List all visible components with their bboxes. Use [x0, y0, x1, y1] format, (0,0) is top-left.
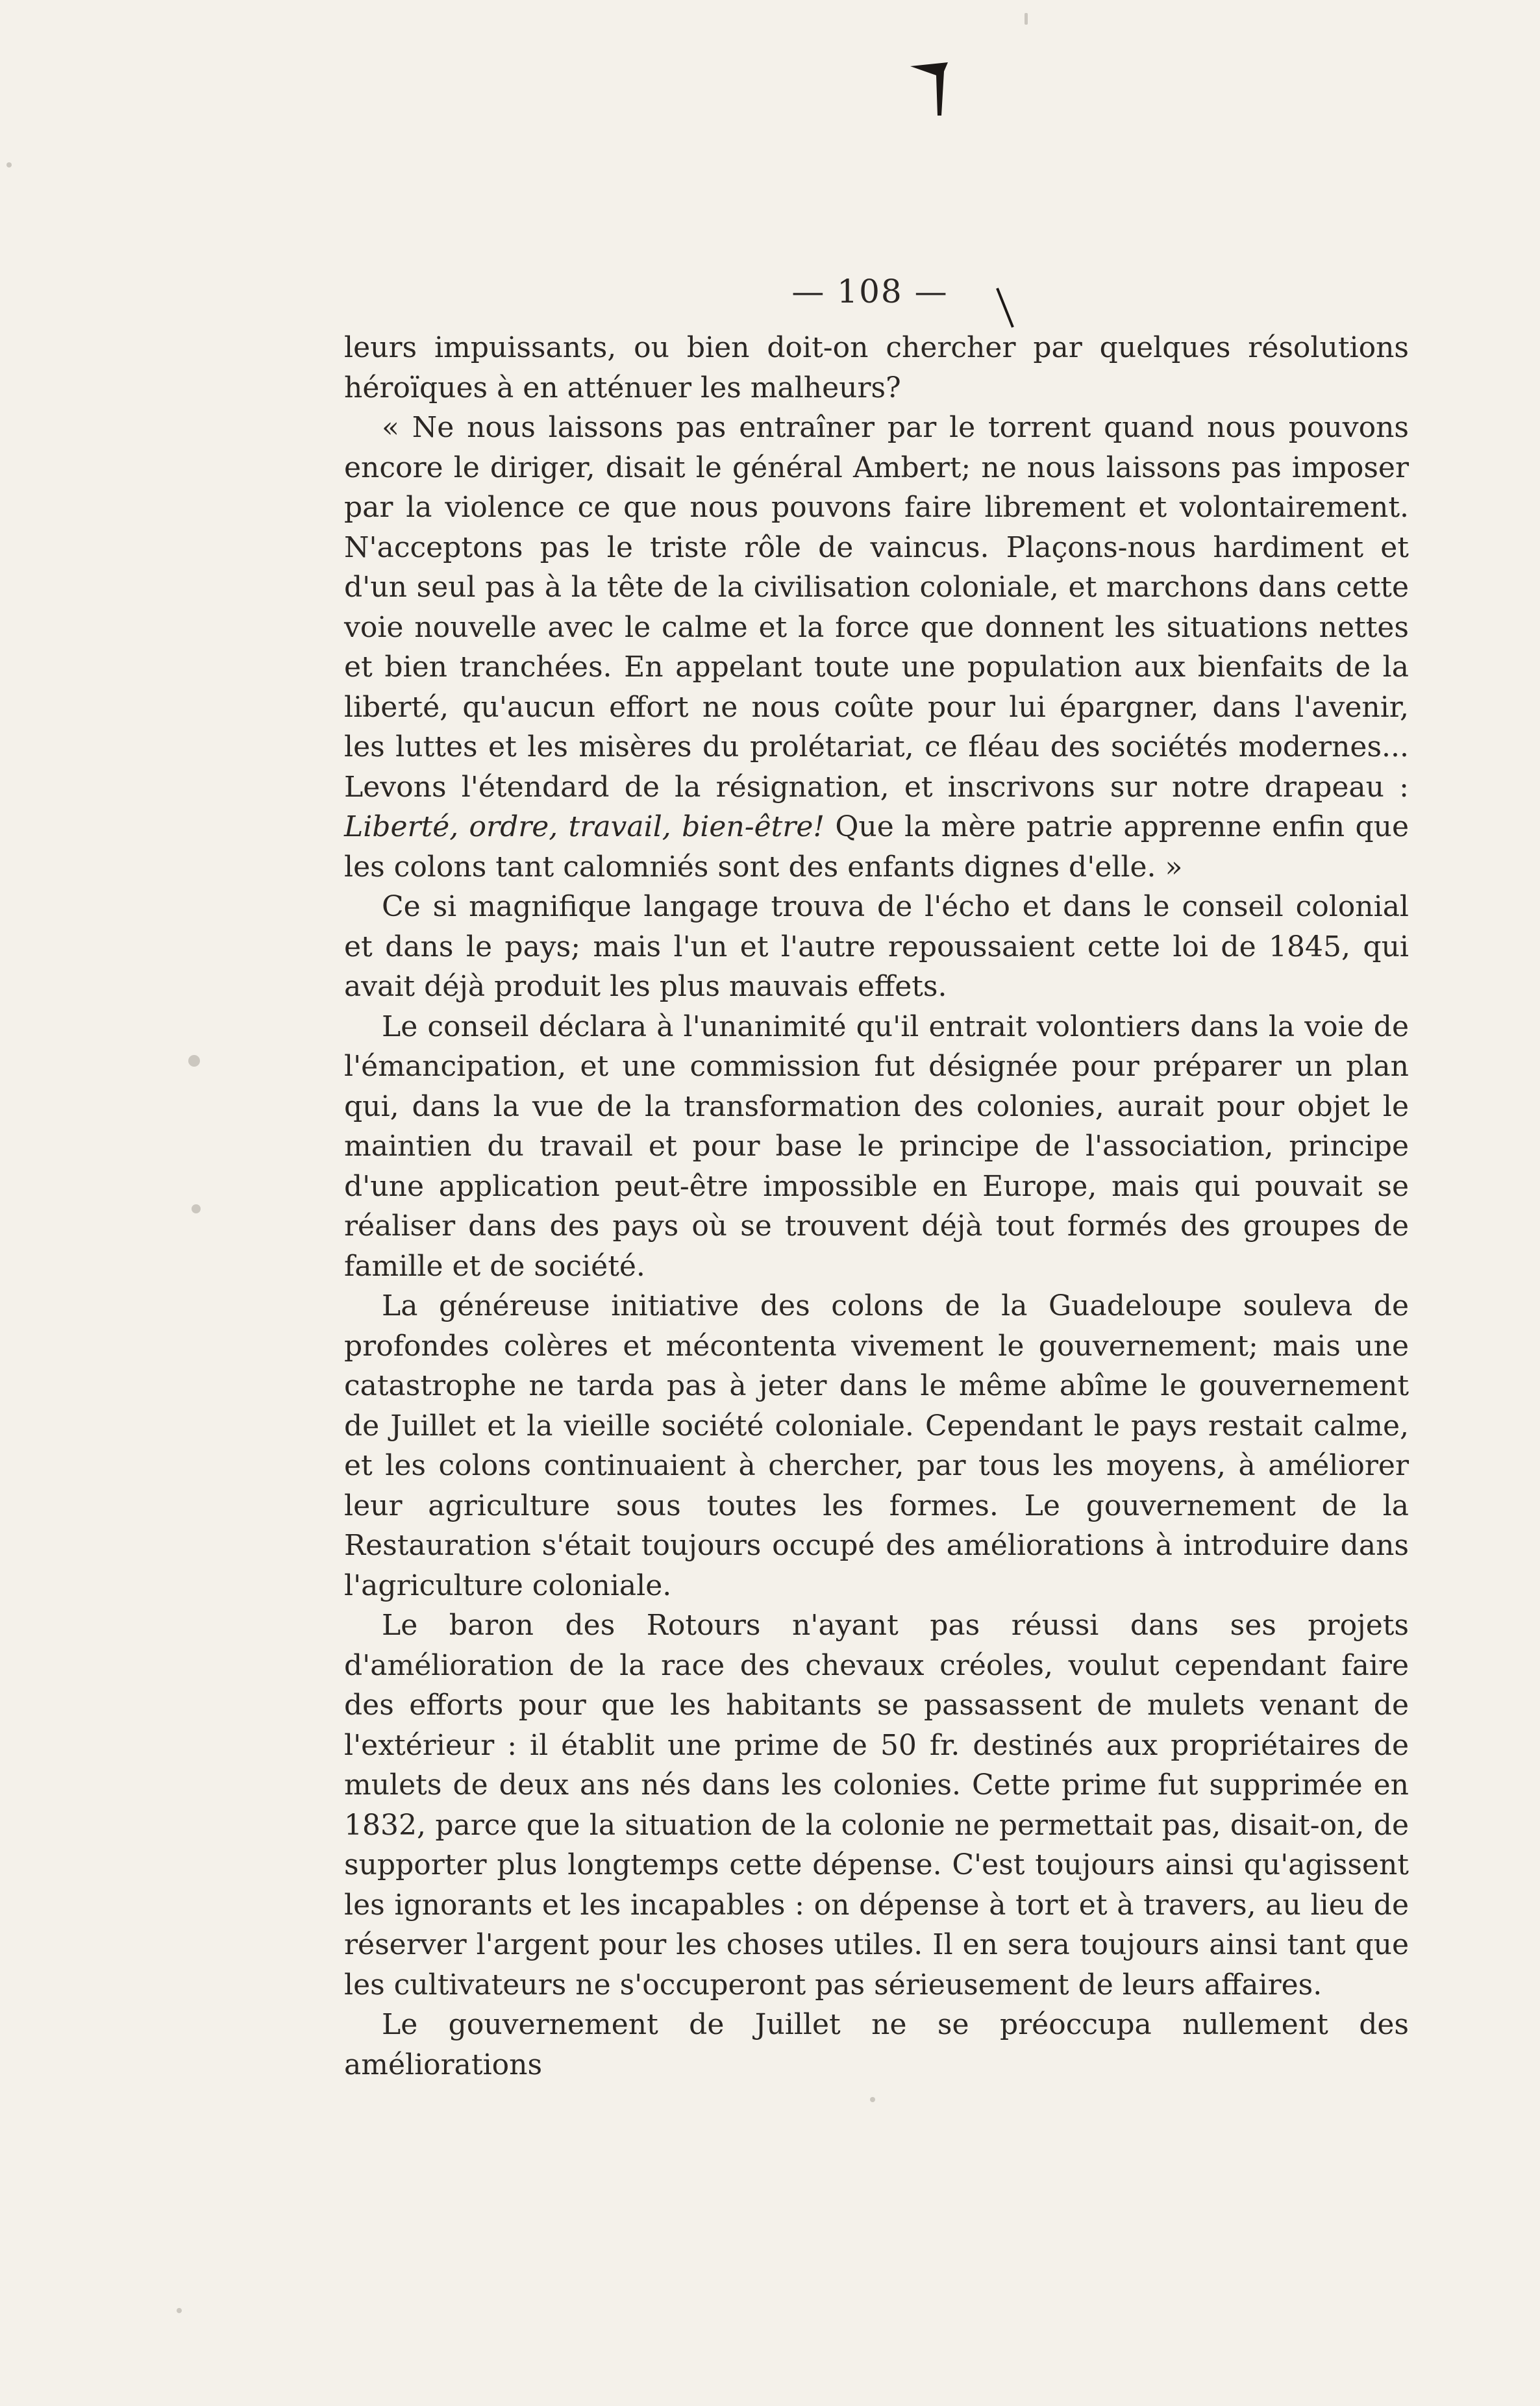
speck	[177, 2308, 182, 2313]
speck	[1025, 13, 1028, 25]
paragraph-quote	[344, 408, 1409, 887]
page-number: — 108 —	[791, 273, 949, 310]
paragraph: La généreuse initiative des colons de la Guadeloupe souleva de profondes colères et mécontenta vivement le gouvernement; mais une catastrophe ne tarda pas à jeter dans le même abîme le gouvernement de Juillet et la vieille société coloniale. Cependant le pays restait calme, et les colons continuaient à chercher, par tous les moyens, à améliorer leur agriculture sous toutes les formes. Le gouvernement de la Restauration s'était toujours occupé des améliorations à introduire dans l'agriculture coloniale.	[344, 1289, 1409, 1602]
paragraph: Ce si magnifique langage trouva de l'écho et dans le conseil colonial et dans le pays; mais l'un et l'autre repoussaient cette loi de 1845, qui avait déjà produit les plus mauvais effets.	[344, 890, 1409, 1003]
quote-text-end: Que la mère patrie apprenne enfin que les colons tant calomniés sont des enfants dignes d'elle. »	[344, 810, 1409, 884]
body-text	[344, 328, 1409, 2085]
quote-text: « Ne nous laissons pas entraîner par le torrent quand nous pouvons encore le diriger, disait le général Ambert; ne nous laissons pas imposer par la violence ce que nous pouvons faire librement et volontairement. N'acceptons pas le triste rôle de vaincus. Plaçons-nous hardiment et d'un seul pas à la tête de la civilisation coloniale, et marchons dans cette voie nouvelle avec le calme et la force que donnent les situations nettes et bien tranchées. En appelant toute une population aux bienfaits de la liberté, qu'aucun effort ne nous coûte pour lui épargner, dans l'avenir, les luttes et les misères du prolétariat, ce fléau des sociétés modernes... Levons l'étendard de la résignation, et inscrivons sur notre drapeau :	[344, 411, 1409, 804]
speck	[6, 162, 12, 167]
speck	[188, 1055, 200, 1067]
scan-mark-top	[908, 60, 953, 118]
speck	[192, 1204, 201, 1213]
speck	[870, 2097, 875, 2102]
paragraph: leurs impuissants, ou bien doit-on chercher par quelques résolutions héroïques à en atténuer les malheurs?	[344, 331, 1409, 404]
paragraph: Le gouvernement de Juillet ne se préoccupa nullement des améliorations	[344, 2008, 1409, 2081]
scan-mark-tick	[993, 286, 1019, 331]
quote-motto: Liberté, ordre, travail, bien-être!	[344, 810, 825, 843]
paragraph: Le baron des Rotours n'ayant pas réussi dans ses projets d'amélioration de la race des chevaux créoles, voulut cependant faire des efforts pour que les habitants se passassent de mulets venant de l'extérieur : il établit une prime de 50 fr. destinés aux propriétaires de mulets de deux ans nés dans les colonies. Cette prime fut supprimée en 1832, parce que la situation de la colonie ne permettait pas, disait-on, de supporter plus longtemps cette dépense. C'est toujours ainsi qu'agissent les ignorants et les incapables : on dépense à tort et à travers, au lieu de réserver l'argent pour les choses utiles. Il en sera toujours ainsi tant que les cultivateurs ne s'occuperont pas sérieusement de leurs affaires.	[344, 1609, 1409, 2002]
paragraph: Le conseil déclara à l'unanimité qu'il entrait volontiers dans la voie de l'émancipation, et une commission fut désignée pour préparer un plan qui, dans la vue de la transformation des colonies, aurait pour objet le maintien du travail et pour base le principe de l'association, principe d'une application peut-être impossible en Europe, mais qui pouvait se réaliser dans des pays où se trouvent déjà tout formés des groupes de famille et de société.	[344, 1010, 1409, 1283]
